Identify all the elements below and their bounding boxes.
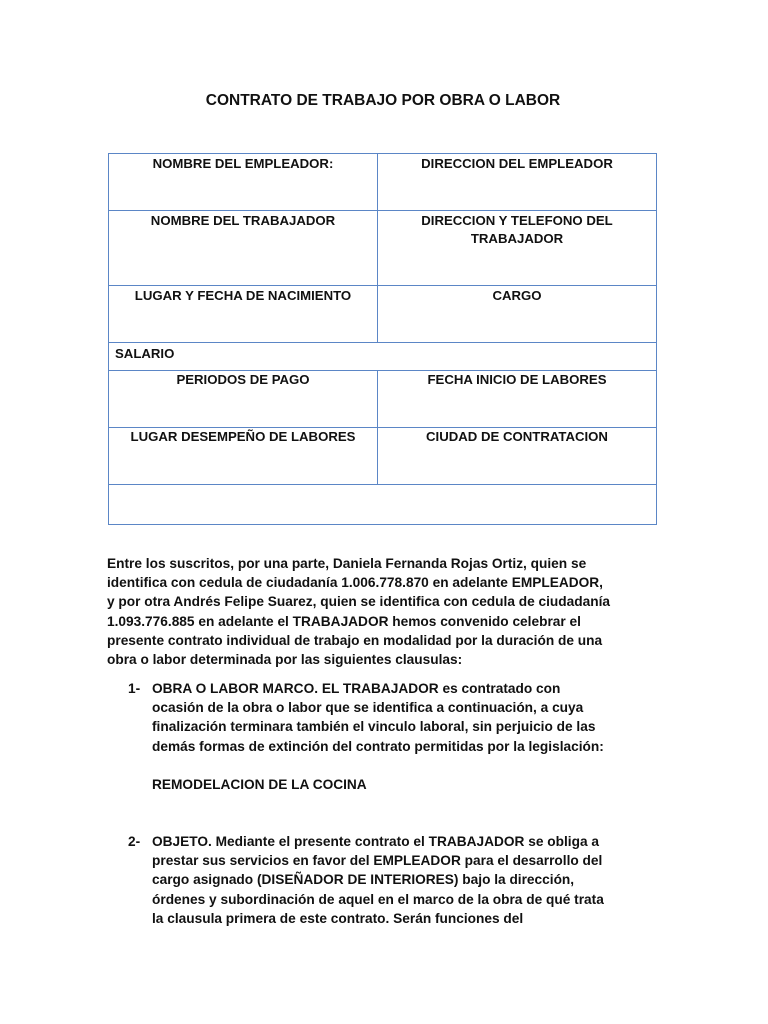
paragraph-line: Entre los suscritos, por una parte, Daniela Fernanda Rojas Ortiz, quien se [107, 556, 587, 571]
clause-line: finalización terminara también el vinculo laboral, sin perjuicio de las [152, 719, 596, 735]
clause-line: OBRA O LABOR MARCO. EL TRABAJADOR es contratado con [152, 681, 561, 696]
label-direccion-trabajador [378, 211, 656, 248]
clause-line: demás formas de extinción del contrato permitidas por la legislación: [152, 738, 604, 754]
cell-direccion-empleador [378, 154, 657, 211]
clause-number: 2- [128, 834, 141, 850]
document-title: CONTRATO DE TRABAJO POR OBRA O LABOR [205, 92, 561, 109]
table-row [109, 485, 657, 525]
label-cargo: CARGO [492, 288, 542, 303]
label-lugar-desempeno: LUGAR DESEMPEÑO DE LABORES [130, 429, 356, 444]
cell-nombre-trabajador [109, 211, 378, 286]
label-lugar-fecha-nacimiento: LUGAR Y FECHA DE NACIMIENTO [134, 288, 352, 303]
label-nombre-trabajador: NOMBRE DEL TRABAJADOR [150, 213, 336, 228]
table-row [109, 211, 657, 286]
clause-1 [128, 679, 668, 794]
label-ciudad-contratacion: CIUDAD DE CONTRATACION [426, 429, 608, 444]
label-salario: SALARIO [115, 346, 175, 361]
clause-list [128, 679, 668, 928]
cell-cargo [378, 286, 657, 343]
clause-2 [128, 832, 668, 928]
label-periodos-pago: PERIODOS DE PAGO [176, 372, 310, 387]
clause-line: la clausula primera de este contrato. Serán funciones del [152, 910, 524, 926]
contract-info-table [108, 153, 657, 525]
clause-line: prestar sus servicios en favor del EMPLEADOR para el desarrollo del [152, 853, 603, 869]
cell-nombre-empleador [109, 154, 378, 211]
paragraph-line: obra o labor determinada por las siguientes clausulas: [107, 652, 463, 668]
clause-line: ocasión de la obra o labor que se identifica a continuación, a cuya [152, 700, 584, 716]
table-row [109, 371, 657, 428]
table-row [109, 286, 657, 343]
label-direccion-trabajador-line2: TRABAJADOR [470, 231, 564, 246]
clause-line: OBJETO. Mediante el presente contrato el TRABAJADOR se obliga a [152, 834, 599, 850]
clause-line: cargo asignado (DISEÑADOR DE INTERIORES) bajo la dirección, [152, 872, 575, 888]
paragraph-line: presente contrato individual de trabajo en modalidad por la duración de una [107, 632, 603, 648]
clause-work-description: REMODELACION DE LA COCINA [152, 776, 367, 792]
cell-salario [109, 343, 657, 371]
cell-lugar-desempeno [109, 428, 378, 485]
clause-line: órdenes y subordinación de aquel en el marco de la obra de qué trata [152, 891, 604, 907]
label-direccion-empleador: DIRECCION DEL EMPLEADOR [421, 156, 613, 171]
paragraph-line: identifica con cedula de ciudadanía 1.006.778.870 en adelante EMPLEADOR, [107, 575, 603, 591]
label-direccion-trabajador-line1: DIRECCION Y TELEFONO DEL [421, 213, 613, 228]
contract-intro-paragraph [107, 554, 667, 669]
cell-empty [109, 485, 657, 525]
clause-number: 1- [128, 681, 141, 696]
cell-periodos-pago [109, 371, 378, 428]
table-row [109, 428, 657, 485]
paragraph-line: y por otra Andrés Felipe Suarez, quien se identifica con cedula de ciudadanía [107, 594, 611, 610]
cell-ciudad-contratacion [378, 428, 657, 485]
cell-direccion-trabajador [378, 211, 657, 286]
cell-fecha-inicio [378, 371, 657, 428]
table-row [109, 154, 657, 211]
cell-lugar-fecha-nacimiento [109, 286, 378, 343]
paragraph-line: 1.093.776.885 en adelante el TRABAJADOR hemos convenido celebrar el [107, 613, 581, 629]
table-row [109, 343, 657, 371]
label-fecha-inicio: FECHA INICIO DE LABORES [427, 372, 607, 387]
label-nombre-empleador: NOMBRE DEL EMPLEADOR: [152, 156, 334, 171]
